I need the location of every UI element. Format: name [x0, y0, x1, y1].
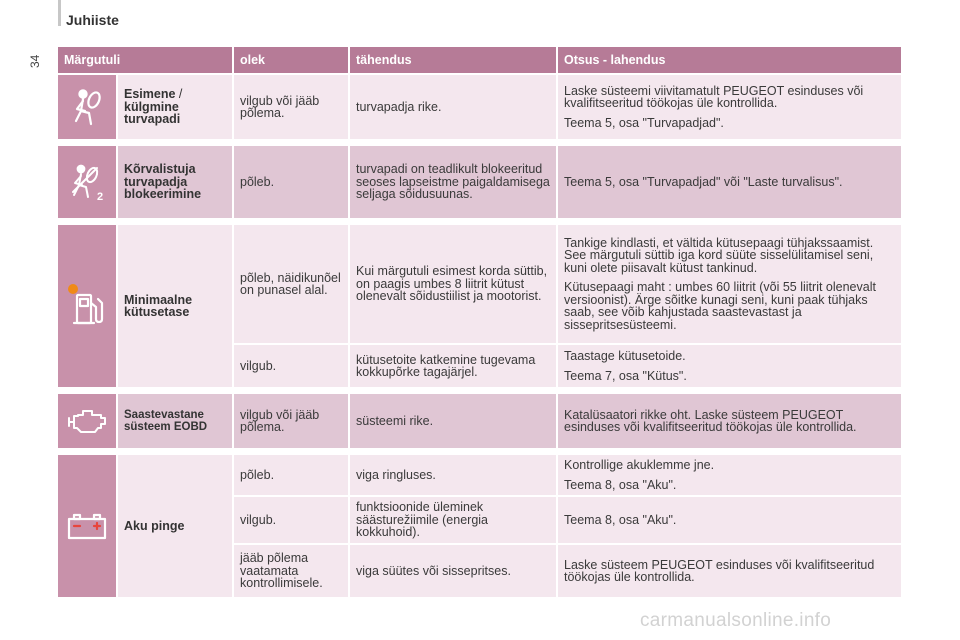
indicator-meaning: turvapadi on teadlikult blokeeritud seoses lapseistme paigaldamisega seljaga sõidusuunas. — [350, 146, 556, 218]
warning-lights-table — [56, 45, 903, 599]
airbag-name-slash: / — [175, 87, 183, 102]
passenger-airbag-icon-cell — [58, 146, 116, 218]
indicator-action — [558, 345, 901, 387]
action-paragraph: Teema 5, osa "Turvapadjad". — [564, 115, 724, 130]
action-paragraph: Teema 8, osa "Aku". — [564, 477, 677, 492]
action-paragraph: Kontrollige akuklemme jne. — [564, 458, 715, 472]
header-indicator: Märgutuli — [58, 47, 232, 73]
watermark: carmanualsonline.info — [640, 610, 832, 631]
indicator-state: põleb. — [234, 146, 348, 218]
airbag-icon — [69, 87, 105, 127]
indicator-action — [558, 455, 901, 495]
airbag-name-bold: Esimene — [124, 87, 176, 102]
passenger-airbag-off-icon — [67, 162, 107, 202]
table-header-row — [58, 47, 901, 73]
section-title: Juhiiste — [66, 12, 119, 28]
indicator-meaning: Kui märgutuli esimest korda süttib, on paagis umbes 8 liitrit kütust olenevalt sõidustiilist ja mootorist. — [350, 225, 556, 343]
action-paragraph: Katalüsaatori rikke oht. Laske süsteem PEUGEOT esinduses või kvalifitseeritud töökojas üle kontrollida. — [564, 407, 857, 434]
indicator-name: Kõrvalistuja turvapadja blokeerimine — [118, 146, 232, 218]
indicator-name — [118, 75, 232, 139]
fuel-icon-cell — [58, 225, 116, 387]
indicator-name: Minimaalne kütusetase — [118, 225, 232, 387]
indicator-state: vilgub või jääb põlema. — [234, 394, 348, 448]
table-row — [58, 75, 901, 139]
fuel-pump-icon — [65, 281, 109, 331]
table-row — [58, 225, 901, 343]
action-paragraph: Teema 8, osa "Aku". — [564, 512, 677, 527]
header-meaning: tähendus — [350, 47, 556, 73]
table-row — [58, 455, 901, 495]
action-paragraph: Kütusepaagi maht : umbes 60 liitrit (või 55 liitrit olenevalt versioonist). Ärge sõitke kunagi seni, kuni paak tühjaks saab, see võib kahjustada saastevastast ja sissepritsesüsteemi. — [564, 280, 876, 332]
indicator-name: Saastevastane süsteem EOBD — [118, 394, 232, 448]
indicator-meaning: funktsioonide üleminek säästurežiimile (energia kokkuhoid). — [350, 497, 556, 543]
indicator-state: jääb põlema vaatamata kontrollimisele. — [234, 545, 348, 597]
action-paragraph: Tankige kindlasti, et vältida kütusepaagi tühjakssaamist. See märgutuli süttib iga kord süüte sisselülitamisel seni, kuni olete piisavalt kütust tankinud. — [564, 235, 874, 275]
indicator-state: põleb. — [234, 455, 348, 495]
indicator-meaning: viga süütes või sissepritses. — [350, 545, 556, 597]
airbag-name-line2: külgmine turvapadi — [124, 99, 181, 127]
indicator-meaning: süsteemi rike. — [350, 394, 556, 448]
indicator-state: vilgub. — [234, 497, 348, 543]
header-action: Otsus - lahendus — [558, 47, 901, 73]
indicator-action — [558, 75, 901, 139]
airbag-icon-cell — [58, 75, 116, 139]
svg-text:2: 2 — [97, 191, 104, 202]
indicator-meaning: kütusetoite katkemine tugevama kokkupõrke tagajärjel. — [350, 345, 556, 387]
action-paragraph: Teema 7, osa "Kütus". — [564, 368, 687, 383]
indicator-meaning: turvapadja rike. — [350, 75, 556, 139]
side-rule — [58, 0, 61, 26]
action-paragraph: Taastage kütusetoide. — [564, 349, 686, 363]
header-state: olek — [234, 47, 348, 73]
battery-icon — [66, 511, 108, 541]
indicator-action — [558, 146, 901, 218]
indicator-state: põleb, näidikunõel on punasel alal. — [234, 225, 348, 343]
engine-check-icon — [66, 406, 108, 436]
action-paragraph: Teema 5, osa "Turvapadjad" või "Laste turvalisus". — [564, 174, 843, 189]
action-paragraph: Laske süsteemi viivitamatult PEUGEOT esinduses või kvalifitseeritud töökojas üle kontrollida. — [564, 83, 864, 111]
page-number: 34 — [28, 54, 42, 68]
indicator-action — [558, 394, 901, 448]
table-row — [58, 394, 901, 448]
battery-icon-cell — [58, 455, 116, 597]
engine-icon-cell — [58, 394, 116, 448]
indicator-action — [558, 545, 901, 597]
action-paragraph: Laske süsteem PEUGEOT esinduses või kvalifitseeritud töökojas üle kontrollida. — [564, 557, 875, 584]
indicator-state: vilgub või jääb põlema. — [234, 75, 348, 139]
indicator-state: vilgub. — [234, 345, 348, 387]
indicator-name: Aku pinge — [118, 455, 232, 597]
indicator-meaning: viga ringluses. — [350, 455, 556, 495]
indicator-action — [558, 497, 901, 543]
indicator-action — [558, 225, 901, 343]
table-row — [58, 146, 901, 218]
